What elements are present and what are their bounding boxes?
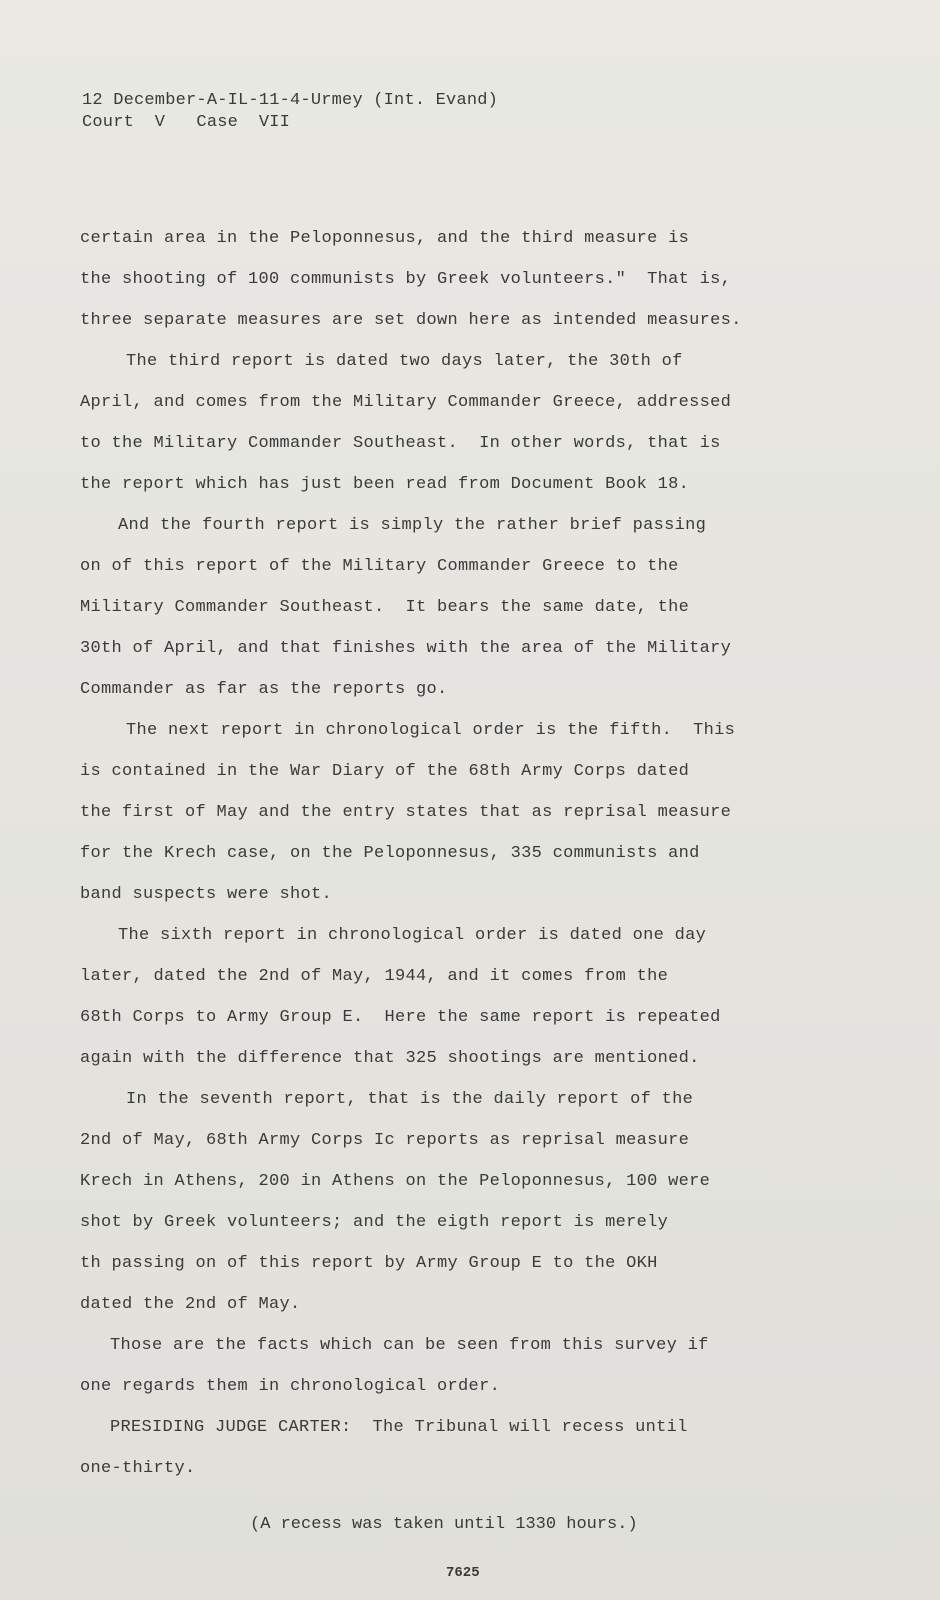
text-line: PRESIDING JUDGE CARTER: The Tribunal will recess until <box>110 1418 688 1437</box>
text-line: 68th Corps to Army Group E. Here the same report is repeated <box>80 1008 721 1027</box>
paragraph-6 <box>80 1079 870 1325</box>
paragraph-8 <box>80 1407 870 1489</box>
text-line: certain area in the Peloponnesus, and the third measure is <box>80 229 690 248</box>
text-line: three separate measures are set down here as intended measures. <box>80 311 742 330</box>
page-number: 7625 <box>446 1565 480 1581</box>
paragraph-1 <box>80 218 870 341</box>
text-line: dated the 2nd of May. <box>80 1295 301 1314</box>
text-line: April, and comes from the Military Commander Greece, addressed <box>80 393 732 412</box>
text-line: band suspects were shot. <box>80 885 333 904</box>
text-line: on of this report of the Military Commander Greece to the <box>80 557 679 576</box>
text-line: Those are the facts which can be seen from this survey if <box>110 1336 709 1355</box>
text-line: And the fourth report is simply the rather brief passing <box>118 516 707 535</box>
text-line: the report which has just been read from Document Book 18. <box>80 475 690 494</box>
paragraph-3 <box>80 505 870 710</box>
transcript-body <box>80 218 870 1489</box>
text-line: one regards them in chronological order. <box>80 1377 501 1396</box>
text-line: again with the difference that 325 shootings are mentioned. <box>80 1049 700 1068</box>
paragraph-2 <box>80 341 870 505</box>
document-header <box>82 90 498 134</box>
text-line: th passing on of this report by Army Group E to the OKH <box>80 1254 658 1273</box>
header-reference-line: 12 December-A-IL-11-4-Urmey (Int. Evand) <box>82 91 499 110</box>
text-line: Krech in Athens, 200 in Athens on the Peloponnesus, 100 were <box>80 1172 711 1191</box>
text-line: In the seventh report, that is the daily report of the <box>126 1090 694 1109</box>
header-court-case-line: Court V Case VII <box>82 113 291 132</box>
text-line: The third report is dated two days later, the 30th of <box>126 352 683 371</box>
text-line: The next report in chronological order is the fifth. This <box>126 721 736 740</box>
text-line: 30th of April, and that finishes with the area of the Military <box>80 639 732 658</box>
paragraph-4 <box>80 710 870 915</box>
recess-note: (A recess was taken until 1330 hours.) <box>250 1515 638 1534</box>
text-line: later, dated the 2nd of May, 1944, and it comes from the <box>80 967 669 986</box>
paragraph-5 <box>80 915 870 1079</box>
text-line: Military Commander Southeast. It bears the same date, the <box>80 598 690 617</box>
text-line: is contained in the War Diary of the 68th Army Corps dated <box>80 762 690 781</box>
text-line: 2nd of May, 68th Army Corps Ic reports as reprisal measure <box>80 1131 690 1150</box>
text-line: for the Krech case, on the Peloponnesus, 335 communists and <box>80 844 700 863</box>
text-line: The sixth report in chronological order is dated one day <box>118 926 707 945</box>
text-line: Commander as far as the reports go. <box>80 680 448 699</box>
text-line: the first of May and the entry states that as reprisal measure <box>80 803 732 822</box>
text-line: the shooting of 100 communists by Greek volunteers." That is, <box>80 270 732 289</box>
paragraph-7 <box>80 1325 870 1407</box>
text-line: one-thirty. <box>80 1459 196 1478</box>
text-line: to the Military Commander Southeast. In other words, that is <box>80 434 721 453</box>
text-line: shot by Greek volunteers; and the eigth report is merely <box>80 1213 669 1232</box>
